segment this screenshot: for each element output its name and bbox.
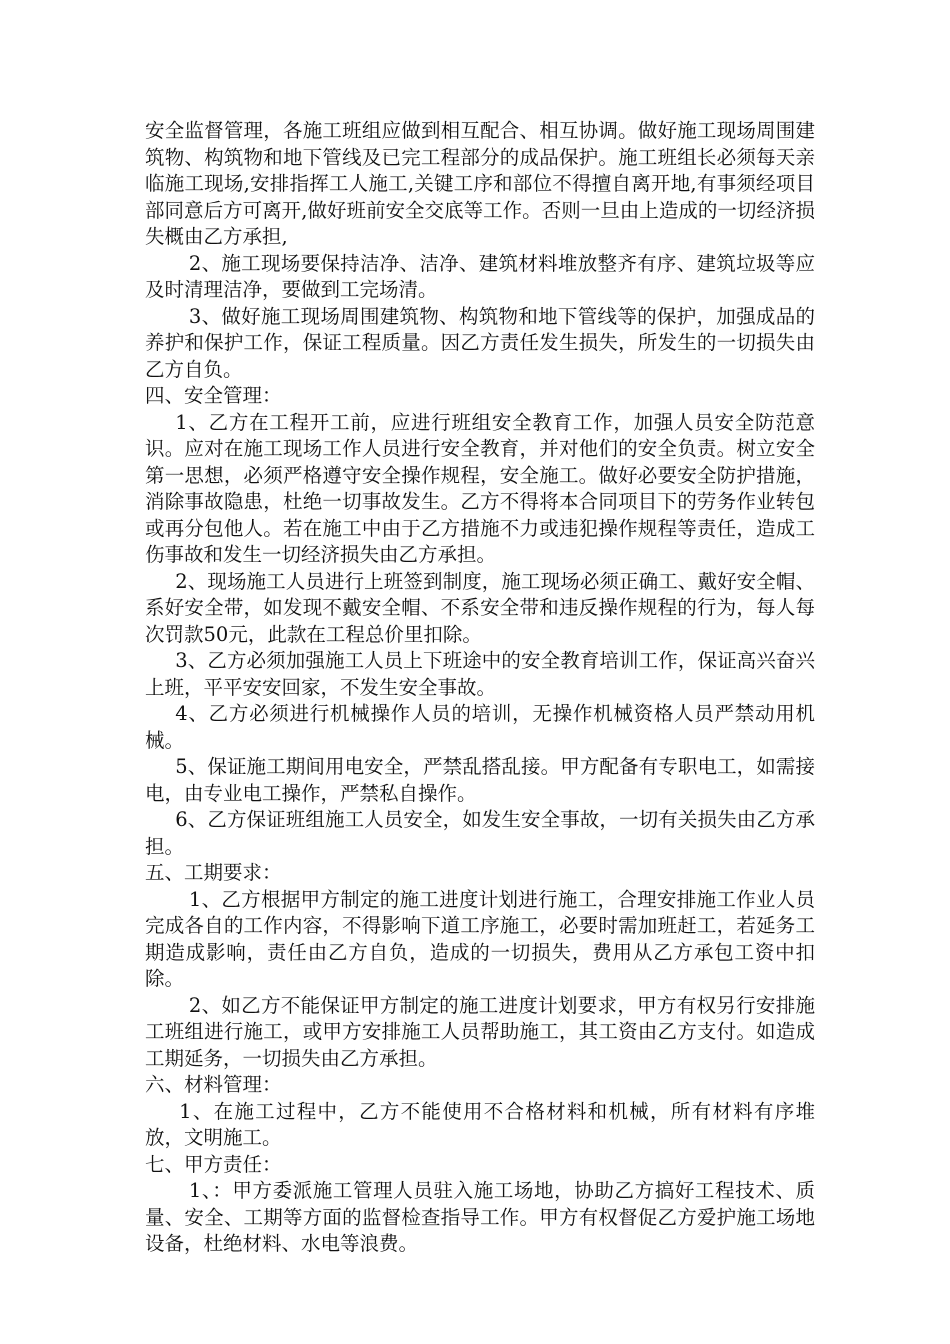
paragraph-safety-6: 6、乙方保证班组施工人员安全，如发生安全事故，一切有关损失由乙方承担。	[145, 808, 815, 858]
paragraph-safety-3: 3、乙方必须加强施工人员上下班途中的安全教育培训工作，保证高兴奋兴上班，平平安安回家，不发生安全事故。	[145, 649, 815, 699]
paragraph-party-a-1: 1、：甲方委派施工管理人员驻入施工场地，协助乙方搞好工程技术、质量、安全、工期等方面的监督检查指导工作。甲方有权督促乙方爱护施工场地设备，杜绝材料、水电等浪费。	[145, 1179, 815, 1255]
section-heading-safety: 四、安全管理：	[145, 384, 282, 407]
paragraph-safety-5: 5、保证施工期间用电安全，严禁乱搭乱接。甲方配备有专职电工，如需接电，由专业电工操作，严禁私自操作。	[145, 755, 815, 805]
paragraph-continuation: 安全监督管理，各施工班组应做到相互配合、相互协调。做好施工现场周围建筑物、构筑物和地下管线及已完工程部分的成品保护。施工班组长必须每天亲临施工现场,安排指挥工人施工,关键工序和部位不得擅自离开地,有事须经项目部同意后方可离开,做好班前安全交底等工作。否则一旦由上造成的一切经济损失概由乙方承担,	[145, 119, 815, 248]
paragraph-materials-1: 1、在施工过程中，乙方不能使用不合格材料和机械，所有材料有序堆放，文明施工。	[145, 1099, 815, 1149]
document-page	[145, 118, 815, 1258]
section-heading-materials: 六、材料管理：	[145, 1073, 282, 1096]
section-heading-party-a: 七、甲方责任：	[145, 1152, 282, 1176]
section-heading-schedule: 五、工期要求：	[145, 861, 282, 884]
paragraph-safety-1: 1、乙方在工程开工前，应进行班组安全教育工作，加强人员安全防范意识。应对在施工现场工作人员进行安全教育，并对他们的安全负责。树立安全第一思想，必须严格遵守安全操作规程，安全施工。做好必要安全防护措施，消除事故隐患，杜绝一切事故发生。乙方不得将本合同项目下的劳务作业转包或再分包他人。若在施工中由于乙方措施不力或违犯操作规程等责任，造成工伤事故和发生一切经济损失由乙方承担。	[145, 410, 815, 566]
paragraph-site-cleanliness: 2、施工现场要保持洁净、洁净、建筑材料堆放整齐有序、建筑垃圾等应及时清理洁净，要做到工完场清。	[145, 251, 815, 301]
paragraph-schedule-2: 2、如乙方不能保证甲方制定的施工进度计划要求，甲方有权另行安排施工班组进行施工，或甲方安排施工人员帮助施工，其工资由乙方支付。如造成工期延务，一切损失由乙方承担。	[145, 993, 815, 1070]
paragraph-site-protection: 3、做好施工现场周围建筑物、构筑物和地下管线等的保护，加强成品的养护和保护工作，保证工程质量。因乙方责任发生损失，所发生的一切损失由乙方自负。	[145, 304, 815, 381]
paragraph-schedule-1: 1、乙方根据甲方制定的施工进度计划进行施工，合理安排施工作业人员完成各自的工作内容，不得影响下道工序施工，必要时需加班赶工，若延务工期造成影响，责任由乙方自负，造成的一切损失，费用从乙方承包工资中扣除。	[145, 887, 815, 990]
paragraph-safety-4: 4、乙方必须进行机械操作人员的培训，无操作机械资格人员严禁动用机械。	[145, 702, 815, 752]
paragraph-safety-2: 2、现场施工人员进行上班签到制度，施工现场必须正确工、戴好安全帽、系好安全带，如发现不戴安全帽、不系安全带和违反操作规程的行为，每人每次罚款50元，此款在工程总价里扣除。	[145, 569, 815, 646]
